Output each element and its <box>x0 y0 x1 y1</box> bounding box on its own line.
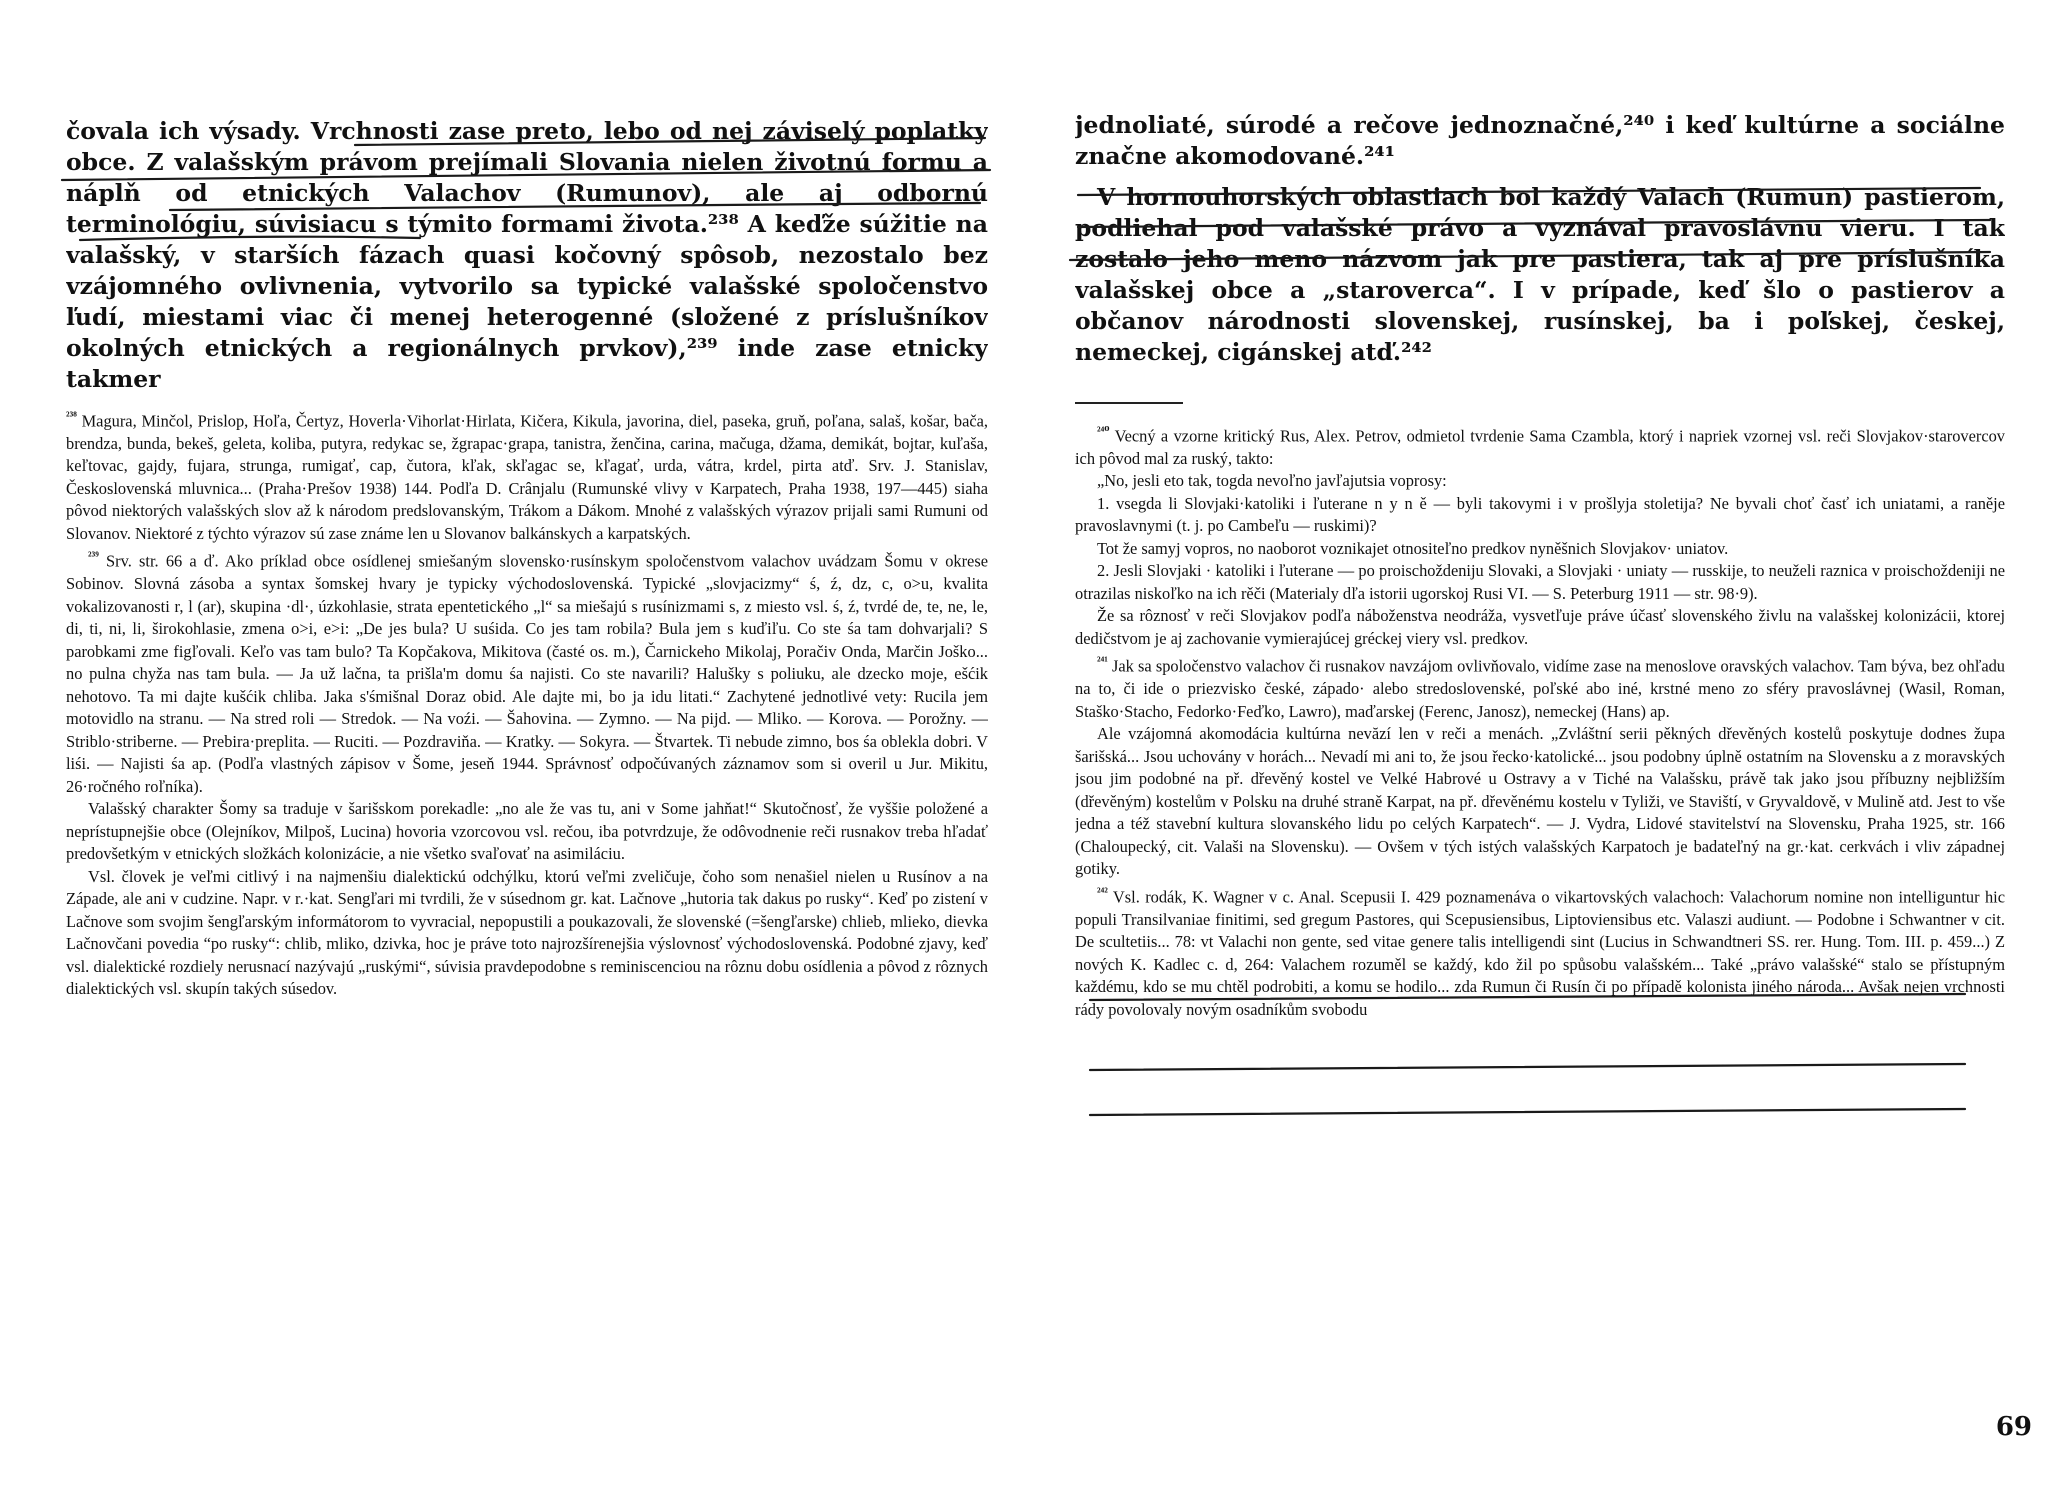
footnote-242-text: Vsl. rodák, K. Wagner v c. Anal. Scepusii I. 429 poznamenáva o vikartovských valachoch: Valachorum nomine non intelliguntur hic populi Transilvaniae finitimi, sed gregum Pastores, qui Scepusiensibus, Liptoviensibus etc. Valaszi audiunt. — Podobne i Schwantner v cit. De scultetiis... 78: vt Valachi non gente, sed vitae genere talis intelligendi sint (Lucius in Schwandtneri SS. rer. Hung. Tom. III. p. 459...) Z nových K. Kadlec c. d, 264: Valachem rozuměl se každý, kdo žil po spůsobu valašském... Také „právo valašské“ stalo se přístupným každému, kdo se mu chtěl podrobiti, a komu se hodilo... zda Rumun či Rusín či po případě kolonista jiného národa... Avšak nejen vrchnosti rády povolovaly novým osadníkům svobodu <box>1075 887 2005 1019</box>
footnote-239-number: ²³⁹ <box>88 549 99 564</box>
right-page <box>1023 0 2046 1500</box>
footnote-239-paragraph-3: Vsl. človek je veľmi citlivý i na najmenšiu dialektickú odchýlku, ktorú veľmi zveličuje, čoho som nenašiel nielen u Rusínov a na Západe, ale ani v cudzine. Napr. v r.·kat. Sengľari mi tvrdili, že v súsednom gr. kat. Lačnove „hutoria tak dakus po rusky“. Keď po zistení v Lačnove som svojim šengľarským informátorom to vyvracial, nepopustili a poukazovali, že slovenské (=šengľarske) chlieb, mlieko, dievka Lačnovčani povedia “po rusky“: chlib, mliko, dzivka, hoc je práve toto najrozšírenejšia výslovnosť východoslovenská. Podobné zjavy, keď vsl. dialektické rozdiely nerusnací nazývajú „ruskými“, súvisia pravdepodobne s reminiscenciou na rôznu dobu osídlenia a pôvod z rôznych dialektických vsl. skupín takých súsedov. <box>66 866 988 999</box>
footnote-240-number: ²⁴⁰ <box>1097 424 1110 438</box>
footnote-separator-rule <box>1075 402 1183 404</box>
footnote-240-question-1b: Tot že samyj vopros, no naoborot voznikajet otnositeľno predkov nyněšnich Slovjakov· uniatov. <box>1097 538 1729 558</box>
left-main-text: čovala ich výsady. Vrchnosti zase preto, lebo od nej záviselý poplatky obce. Z valašským právom prejímali Slovania nielen životnú formu a náplň od etnických Valachov (Rumunov), ale aj odbornú terminológiu, súvisiacu s týmito formami života.²³⁸ A keďže súžitie na valašský, v starších fázach quasi kočovný spôsob, nezostalo bez vzájomného ovlivnenia, vytvorilo sa typické valašské spoločenstvo ľudí, miestami viac či menej heterogenné (složené z príslušníkov okolných etnických a regionálnych prvkov),²³⁹ inde zase etnicky takmer <box>66 117 988 393</box>
right-column <box>1075 110 2005 1440</box>
left-column <box>66 116 988 1441</box>
footnote-241-paragraph-2: Ale vzájomná akomodácia kultúrna nevăzí len v reči a menách. „Zvláštní serii pěkných dřevěných kostelů poskytuje dodnes župa šarišská... Jsou uchovány v horách... Nevadí mi ani to, že jsou řecko·katolické... jsou podobny úplně ostatním na Slovensku a z moravských jsou jim podobné na př. dřevěný kostel ve Velké Habrové u Ostravy a v Tiché na Valašsku, právě tak jako jsou příbuzny nejbližším (dřevěným) kostelům v Polsku na druhé straně Karpat, na př. dřevěnému kostelu v Tyliži, ve Staviští, v Gryvaldově, v Mulině atd. Jest to vše jedna a též stavební kultura slovanského lidu po celých Karpatech“. — J. Vydra, Lidové stavitelství na Slovensku, Praha 1925, str. 166 (Chaloupecký, cit. Valaši na Slovensku). — Ovšem v tých istých valašských Karpatoch je badateľný na gr.·kat. cerkvách i vliv západnej gotiky. <box>1075 724 2005 879</box>
footnote-241-text: Jak sa spoločenstvo valachov či rusnakov navzájom ovlivňovalo, vidíme zase na menoslove oravských valachov. Tam býva, bez ohľadu na to, či ide o priezvisko české, západo· alebo stredoslovenské, poľské abo iné, krstné meno zo sféry pravoslávnej (Wasil, Roman, Staško·Stacho, Fedorko·Feďko, Lawro), maďarskej (Ferenc, Janosz), nemeckej (Hans) ap. <box>1075 656 2005 721</box>
footnote-240-commentary: Že sa rôznosť v reči Slovjakov podľa náboženstva neodráža, vysvetľuje práve účasť slovenského živlu na valašskej kolonizácii, ktorej dedičstvom je aj zachovanie vymierajúcej gréckej viery vsl. predkov. <box>1075 606 2005 648</box>
footnote-238 <box>66 405 988 545</box>
page-number: 69 <box>1995 1412 2032 1442</box>
footnote-241-number: ²⁴¹ <box>1097 654 1108 669</box>
footnote-242-number: ²⁴² <box>1097 884 1108 899</box>
footnote-239 <box>66 545 988 798</box>
footnote-240 <box>1075 420 2005 470</box>
footnote-240-question-1: 1. vsegda li Slovjaki·katoliki i ľuterane n y n ě — byli takovymi i v prošlyja stoletija? Ne byvali choť časť ich uniatami, a raněje pravoslavnymi (t. j. po Cambeľu — ruskimi)? <box>1075 493 2005 536</box>
right-main-paragraph-1: jednoliaté, súrodé a rečove jednoznačné,²⁴⁰ i keď kultúrne a sociálne značne akomodované.²⁴¹ <box>1075 111 2005 170</box>
footnote-241 <box>1075 650 2005 723</box>
footnote-240-question-2: 2. Jesli Slovjaki · katoliki i ľuterane — po proischoždeniju Slovaki, a Slovjaki · uniaty — russkije, to neuželi raznica v proischoždeniji ne otrazilas niskoľko na ich rěči (Materialy dľa istorii ugorskoj Rusi VI. — S. Peterburg 1911 — str. 98·9). <box>1075 561 2005 603</box>
footnote-240-quote-intro: „No, jesli eto tak, togda nevoľno javľajutsia voprosy: <box>1097 471 1447 491</box>
footnote-239-text: Srv. str. 66 a ď. Ako príklad obce osídlenej smiešaným slovensko·rusínskym spoločenstvom valachov uvádzam Šomu v okrese Sobinov. Slovná zásoba a syntax šomskej hvary je typicky východoslovenská. Typické „slovjacizmy“ ś, ź, dz, c, o>u, kvalita vokalizovanosti r, l (ar), skupina ·dl·, úzkohlasie, strata epentetického „l“ sa miešajú s rusínizmami s, z miesto vsl. ś, ź, tvrdé de, te, ne, le, di, ti, ni, li, širokohlasie, zmena o>i, e>i: „De jes bula? U suśida. Co jes tam robila? Bula jem s kuďiľu. Co ste śa tam dohvarjali? S parobkami zme figľovali. Keľo vas tam bulo? Ta Kopčakova, Mikitova (časté os. m.), Čarnickeho Mikolaj, Poračiv Onda, Marčin Joško... no pulna chyža nas tam bula. — Ja už lačna, ta prišla'm domu śa najisti. Co ste navarili? Halušky s poliuku, ale dzecko moje, ešćik nehotovo. Ta mi dajte kušćik chliba. Jaka s'śmišnal Doraz obid. Ale dajte mi, bo ja idu litati.“ Zachytené jednotlivé vety: Rucila jem motovidlo na stranu. — Na stred roli — Stredok. — Na voźi. — Šahovina. — Zymno. — Na pijd. — Mliko. — Korova. — Porožny. — Striblo·striberne. — Prebira·preplita. — Ruciti. — Pozdraviňa. — Kratky. — Sokyra. — Štvartek. Ti nebude zimno, bos śa oblekla dobri. V liśi. — Najisti śa ap. (Podľa vlastných zápisov v Šome, jeseň 1944. Správnosť odpočúvaných záznamov som si overil u Jur. Mikitu, 26·ročného roľníka). <box>66 551 988 796</box>
footnote-239-paragraph-2: Valašský charakter Šomy sa traduje v šarišskom porekadle: „no ale že vas tu, ani v Some jahňat!“ Skutočnosť, že vyššie položené a neprístupnejšie obce (Olejníkov, Milpoš, Lucina) hovoria vzorcovou vsl. rečou, iba potvrdzuje, že odôvodnenie reči rusnakov treba hľadať predovšetkým v etnických složkách kolonizácie, a nie všetko svaľovať na asimiláciu. <box>66 799 988 864</box>
footnote-238-number: ²³⁸ <box>66 409 77 423</box>
footnote-242 <box>1075 881 2005 1021</box>
footnote-238-text: Magura, Minčol, Prislop, Hoľa, Čertyz, Hoverla·Vihorlat·Hirlata, Kičera, Kikula, javorina, diel, paseka, gruň, poľana, salaš, košar, bača, brendza, bunda, bekeš, geleta, koliba, putyra, redykac se, žgrapac·grapa, tanistra, ženčina, carina, mačuga, džama, demikát, bojtar, kuľaša, keľtovac, gajdy, fujara, strunga, rumigať, cap, čutora, kľak, skľagac se, kľagať, urda, vátra, krdel, pirta atď. Srv. J. Stanislav, Československá mluvnica... (Praha·Prešov 1938) 144. Podľa D. Crânjalu (Rumunské vlivy v Karpatech, Praha 1938, 197—445) siaha pôvod niektorých valašských slov až k národom predslovanským, Trákom a Dákom. Mnohé z valašských výrazov prijali sami Rumuni od Slovanov. Niektoré z týchto výrazov sú zase známe len u Slovanov balkánskych a karpatských. <box>66 411 988 543</box>
right-main-paragraph-2: V hornouhorských oblastiach bol každý Valach (Rumun) pastierom, podliehal pod valašské právo a vyznával pravoslávnu vieru. I tak zostalo jeho meno názvom jak pre pastiera, tak aj pre príslušníka valašskej obce a „staroverca“. I v prípade, keď šlo o pastierov a občanov národnosti slovenskej, rusínskej, ba i poľskej, českej, nemeckej, cigánskej atď.²⁴² <box>1075 183 2005 366</box>
footnote-240-text: Vecný a vzorne kritický Rus, Alex. Petrov, odmietol tvrdenie Sama Czambla, ktorý i napriek vzornej vsl. reči Slovjakov·starovercov ich pôvod mal za ruský, takto: <box>1075 426 2005 468</box>
